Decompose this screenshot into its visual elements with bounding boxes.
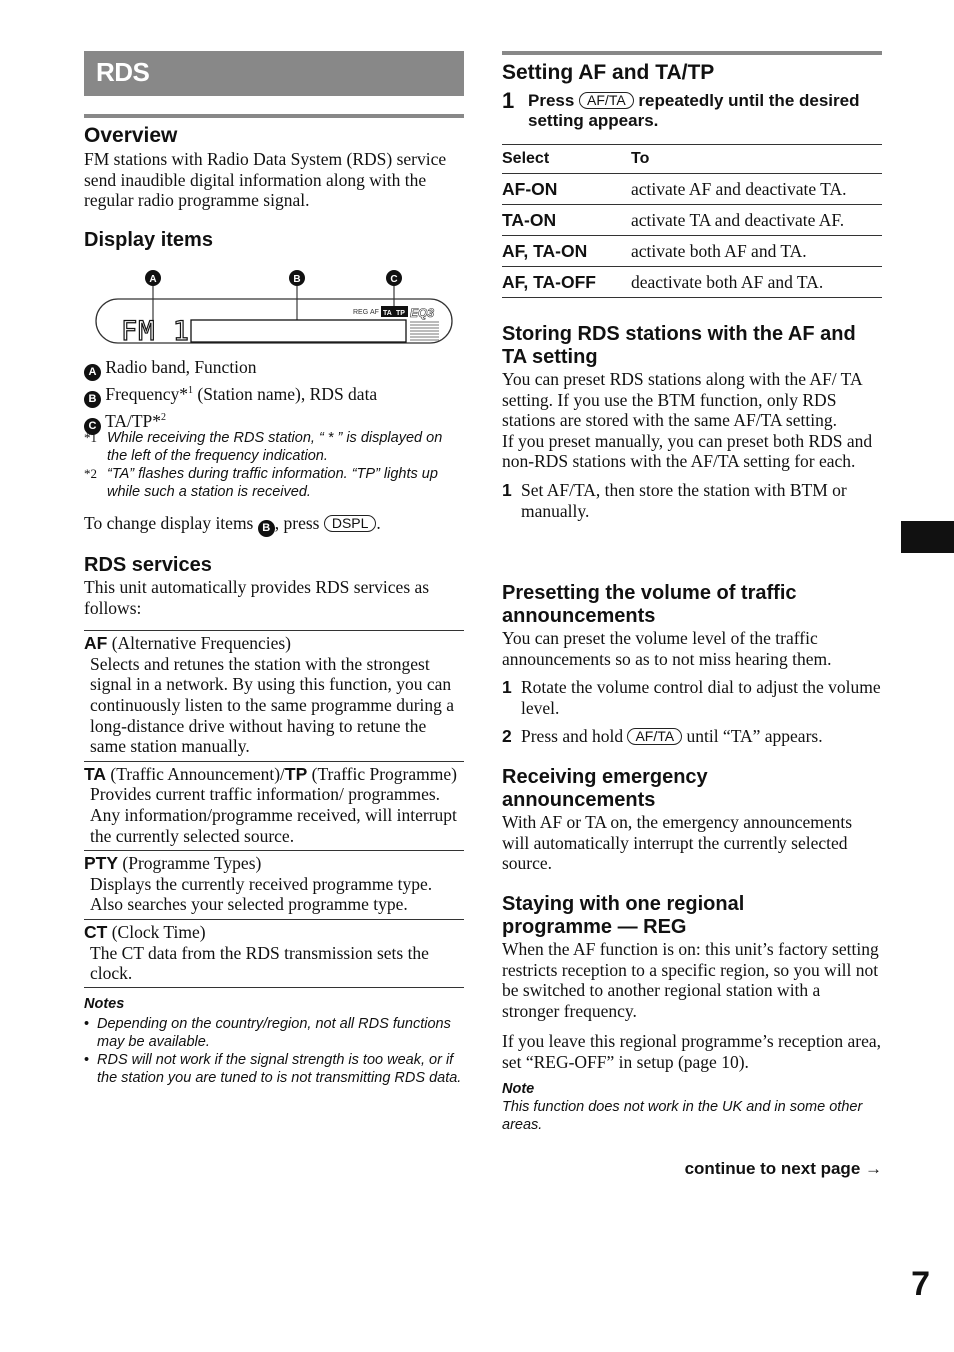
- setting-step: [502, 90, 882, 131]
- step-text-part: until “TA” appears.: [682, 726, 823, 747]
- setting-heading: Setting AF and TA/TP: [502, 61, 715, 84]
- display-items-legend: [84, 357, 464, 435]
- step-number: 1: [502, 677, 512, 698]
- table-cell: activate both AF and TA.: [631, 236, 882, 267]
- service-name: (Traffic Programme): [307, 763, 457, 784]
- service-ta-tp: [84, 761, 464, 846]
- service-name: (Alternative Frequencies): [107, 633, 292, 654]
- step-number: 1: [502, 88, 515, 113]
- table-cell: AF, TA-OFF: [502, 267, 631, 298]
- service-name: (Programme Types): [118, 853, 262, 874]
- marker-b-label: B: [293, 274, 301, 285]
- note-item: [84, 1015, 464, 1051]
- storing-section: [502, 323, 882, 521]
- notes-heading: Notes: [84, 995, 125, 1012]
- legend-item: [84, 381, 464, 408]
- regional-heading: Staying with one regional programme — REG: [502, 893, 745, 938]
- table-row: [502, 174, 882, 205]
- legend-item: [84, 357, 464, 381]
- footnote-text: While receiving the RDS station, “ * ” is displayed on the left of the frequency indication.: [107, 430, 443, 464]
- emergency-text: With AF or TA on, the emergency announcements will automatically interrupt the currently selected source.: [502, 812, 853, 874]
- presetting-step: [502, 677, 882, 718]
- service-pty: [84, 850, 464, 915]
- note-text: Depending on the country/region, not all RDS functions may be available.: [97, 1015, 451, 1050]
- service-abbr: CT: [84, 921, 108, 942]
- presetting-section: [502, 582, 882, 747]
- step-text: Rotate the volume control dial to adjust the volume level.: [521, 677, 881, 718]
- table-row: [502, 267, 882, 298]
- marker-a-badge: A: [84, 364, 101, 381]
- presetting-step: [502, 726, 882, 747]
- storing-text: You can preset RDS stations along with the AF/ TA setting. If you use the BTM function, only RDS stations are stored with the same AF/TA setting.: [502, 369, 862, 431]
- change-display-instruction: [84, 513, 464, 537]
- setting-table: [502, 144, 882, 298]
- instruction-text: To change display items: [84, 513, 258, 533]
- instruction-text: .: [376, 513, 381, 533]
- table-row: [502, 236, 882, 267]
- continue-label: continue to next page →: [684, 1159, 882, 1178]
- display-frequency-area: [191, 320, 406, 342]
- note-text: RDS will not work if the signal strength is too weak, or if the station you are tuned to is not transmitting RDS data.: [97, 1051, 462, 1086]
- display-footnotes: [84, 429, 464, 501]
- section-banner-title: RDS: [96, 57, 150, 87]
- step-text-part: Press: [528, 91, 580, 110]
- display-eq-label: EQ3: [410, 306, 435, 320]
- af-ta-button: AF/TA: [627, 728, 682, 745]
- storing-step: [502, 480, 882, 521]
- display-items-heading: Display items: [84, 229, 213, 251]
- footnote: [84, 429, 464, 465]
- footnote-ref: 2: [161, 411, 167, 423]
- legend-text: TA/TP*: [105, 410, 162, 431]
- step-number: 2: [502, 726, 512, 747]
- service-ct: [84, 919, 464, 988]
- presetting-text: You can preset the volume level of the traffic announcements so as to not miss hearing them.: [502, 628, 832, 669]
- presetting-heading: Presetting the volume of traffic announcements: [502, 582, 797, 627]
- display-flag-tp: TP: [396, 310, 405, 317]
- display-flag-ta: TA: [383, 310, 392, 317]
- service-description: Provides current traffic information/ programmes. Any information/programme received, will interrupt the currently selected source.: [90, 784, 457, 846]
- table-cell: AF-ON: [502, 174, 631, 205]
- dspl-button: DSPL: [324, 515, 377, 532]
- marker-c-label: C: [390, 274, 398, 285]
- display-flag-reg: REG: [353, 309, 369, 316]
- overview-section: [84, 114, 464, 211]
- display-illustration: [94, 266, 454, 350]
- page-number: 7: [911, 1265, 930, 1303]
- table-row: [502, 205, 882, 236]
- table-cell: activate TA and deactivate AF.: [631, 205, 882, 236]
- overview-heading: Overview: [84, 124, 178, 147]
- emergency-section: [502, 766, 882, 874]
- notes-block: [84, 995, 464, 1087]
- table-header-row: [502, 145, 882, 174]
- legend-text: Frequency*: [105, 383, 188, 404]
- marker-a: [145, 270, 161, 320]
- step-text-part: Press and hold: [521, 726, 628, 747]
- marker-b-badge: B: [84, 391, 101, 408]
- af-ta-button: AF/TA: [579, 92, 634, 109]
- note-text: This function does not work in the UK and in some other areas.: [502, 1098, 863, 1133]
- setting-af-ta-section: [502, 51, 882, 298]
- note-heading: Note: [502, 1080, 535, 1097]
- step-text: [521, 726, 823, 747]
- rds-services-intro: This unit automatically provides RDS services as follows:: [84, 577, 430, 618]
- rds-services-section: [84, 554, 464, 1087]
- marker-b: [289, 270, 305, 320]
- chapter-edge-tab: [901, 521, 954, 553]
- service-af: [84, 630, 464, 757]
- step-text: Set AF/TA, then store the station with BTM or manually.: [521, 479, 847, 521]
- display-level-bars: [410, 322, 439, 340]
- marker-a-label: A: [149, 274, 157, 285]
- marker-c-badge: C: [84, 418, 101, 435]
- service-description: Displays the currently received programme type. Also searches your selected programme type.: [90, 873, 433, 915]
- footnote-ref: 1: [188, 385, 193, 396]
- regional-section: [502, 893, 882, 1134]
- footnote-text: “TA” flashes during traffic information. “TP” lights up while such a station is received.: [107, 466, 438, 500]
- table-cell: AF, TA-ON: [502, 236, 631, 267]
- service-description: Selects and retunes the station with the strongest signal in a network. By using this function, you can continuously listen to the same programme during a long-distance drive without having to retune the same station manually.: [90, 653, 455, 757]
- table-cell: deactivate both AF and TA.: [631, 267, 882, 298]
- step-text: [528, 90, 882, 131]
- marker-c: [386, 270, 402, 306]
- service-abbr: TP: [284, 763, 308, 784]
- step-number: 1: [502, 479, 512, 500]
- table-header: Select: [502, 145, 631, 174]
- bullet: •: [84, 1051, 90, 1068]
- service-list: [84, 630, 464, 988]
- display-band-text: FM 1: [121, 316, 191, 347]
- service-name: (Traffic Announcement)/: [106, 763, 285, 784]
- table-cell: TA-ON: [502, 205, 631, 236]
- table-header: To: [631, 145, 882, 174]
- table-cell: activate AF and deactivate TA.: [631, 174, 882, 205]
- overview-text: FM stations with Radio Data System (RDS) service send inaudible digital information along with the regular radio programme signal.: [84, 149, 447, 211]
- section-banner: [84, 51, 464, 96]
- footnote-mark: *1: [84, 430, 97, 445]
- note-item: [84, 1051, 464, 1087]
- service-abbr: PTY: [84, 853, 119, 874]
- storing-text: If you preset manually, you can preset both RDS and non-RDS stations with the AF/TA setting for each.: [502, 430, 873, 472]
- emergency-heading: Receiving emergency announcements: [502, 766, 708, 811]
- regional-text: When the AF function is on: this unit’s factory setting restricts reception to a specific region, so you will not be switched to another regional station with a stronger frequency.: [502, 939, 879, 1021]
- bullet: •: [84, 1015, 90, 1032]
- service-abbr: AF: [84, 633, 108, 654]
- rds-services-heading: RDS services: [84, 554, 212, 576]
- service-description: The CT data from the RDS transmission sets the clock.: [90, 942, 429, 984]
- service-name: (Clock Time): [107, 921, 206, 942]
- footnote: [84, 465, 464, 501]
- display-flag-af: AF: [370, 309, 379, 316]
- regional-text: If you leave this regional programme’s reception area, set “REG-OFF” in setup (page 10).: [502, 1031, 882, 1072]
- storing-heading: Storing RDS stations with the AF and TA setting: [502, 323, 856, 368]
- footnote-mark: *2: [84, 466, 97, 481]
- marker-b-badge: B: [258, 520, 275, 537]
- instruction-text: , press: [274, 513, 324, 533]
- service-abbr: TA: [84, 763, 107, 784]
- legend-text: (Station name), RDS data: [193, 383, 378, 404]
- step-text-part: repeatedly until the desired setting appears.: [528, 91, 860, 130]
- legend-text: Radio band, Function: [105, 357, 257, 377]
